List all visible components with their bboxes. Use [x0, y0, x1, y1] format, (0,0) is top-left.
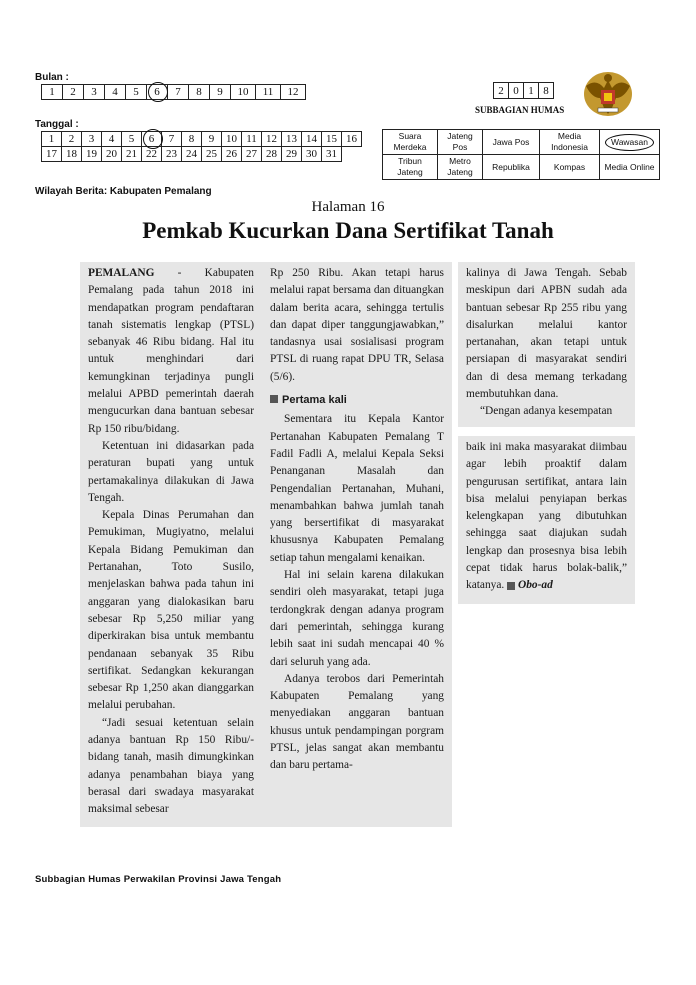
square-bullet-icon — [270, 395, 278, 403]
article-column-2 — [262, 262, 452, 827]
tanggal-cell-19: 19 — [82, 147, 102, 162]
tanggal-cell-20: 20 — [102, 147, 122, 162]
subheading: Pertama kali — [270, 392, 444, 409]
paragraph: Kepala Dinas Perumahan dan Pemukiman, Mugiyatno, melalui Kepala Bidang Pemukiman dan Pertanahan, Toto Susilo, menjelaskan bahwa pada tahun ini anggaran yang dialokasikan baru sebesar Rp 5,250 miliar yang diperkirakan bisa untuk membantu pendanaan sebanyak 35 Ribu sertifikat. Sedangkan kekurangan sebesar Rp 1,250 akan dianggarkan melalui perubahan. — [88, 509, 254, 712]
bulan-cell-8: 8 — [189, 85, 210, 100]
media-cell: Jateng Pos — [438, 130, 483, 155]
article-column-3b — [458, 436, 635, 604]
year-digit-1: 1 — [524, 83, 539, 99]
tanggal-cell-12: 12 — [262, 132, 282, 147]
bulan-cell-10: 10 — [231, 85, 256, 100]
bulan-cell-2: 2 — [63, 85, 84, 100]
tanggal-cell-18: 18 — [62, 147, 82, 162]
bulan-cell-1: 1 — [42, 85, 63, 100]
paragraph: - Kabupaten Pemalang pada tahun 2018 ini mendapatkan program pendaftaran tanah sistematis lengkap (PTSL) sebanyak 46 Ribu bidang. Hal itu untuk menghindari dari kemungkinan terjadinya pungli melalui APBD pemerintah daerah mengucurkan dana bantuan sebesar Rp 150 ribu/bidang. — [88, 267, 254, 435]
tanggal-cell-25: 25 — [202, 147, 222, 162]
year-digit-0: 0 — [509, 83, 524, 99]
paragraph: Rp 250 Ribu. Akan tetapi harus melalui rapat bersama dan dituangkan dalam berita acara, sehingga tertulis dan dapat diper tanggungjawabkan,” tandasnya usai sosialisasi program PTSL di ruang rapat DPU TR, Selasa (5/6). — [270, 267, 444, 383]
byline: Obo-ad — [517, 579, 553, 592]
tanggal-cell-3: 3 — [82, 132, 102, 147]
year-digit-8: 8 — [539, 83, 554, 99]
tanggal-cell-4: 4 — [102, 132, 122, 147]
bulan-cell-9: 9 — [210, 85, 231, 100]
tanggal-cell-21: 21 — [122, 147, 142, 162]
tanggal-cell-23: 23 — [162, 147, 182, 162]
media-cell: Jawa Pos — [483, 130, 540, 155]
tanggal-cell-16: 16 — [342, 132, 362, 147]
paragraph: “Jadi sesuai ketentuan selain adanya bantuan Rp 150 Ribu/-bidang tanah, masih dimungkinkan adanya penambahan biaya yang berasal dari swadaya masyarakat maksimal sebesar — [88, 716, 254, 816]
tanggal-cell-2: 2 — [62, 132, 82, 147]
bulan-cell-3: 3 — [84, 85, 105, 100]
media-cell: Media Online — [600, 155, 660, 180]
dateline: PEMALANG — [88, 267, 155, 279]
paragraph: Sementara itu Kepala Kantor Pertanahan Kabupaten Pemalang T Fadil Fadli A, melalui Kepala Seksi Penanganan Masalah dan Pengendalian Pertanahan, Muhani, menambahkan bahwa jumlah tanah yang bersertifikat di masyarakat khususnya Kabupaten Pemalang setiap tahun mengalami kenaikan. — [270, 413, 444, 564]
tanggal-cell-22: 22 — [142, 147, 162, 162]
paragraph: baik ini maka masyarakat diimbau agar lebih proaktif dalam pengurusan sertifikat, antara lain bisa melalui penyiapan berkas kelengkapan yang dibutuhkan sehingga saat diajukan sudah lengkap dan prosesnya bisa lebih cepat tidak harus bolak-balik,” katanya. — [466, 441, 627, 592]
tanggal-cell-5: 5 — [122, 132, 142, 147]
bulan-cell-5: 5 — [126, 85, 147, 100]
bulan-cell-11: 11 — [256, 85, 281, 100]
wilayah-berita: Wilayah Berita: Kabupaten Pemalang — [35, 186, 212, 197]
media-cell: Metro Jateng — [438, 155, 483, 180]
tanggal-cell-30: 30 — [302, 147, 322, 162]
tanggal-cell-24: 24 — [182, 147, 202, 162]
article-column-1 — [80, 262, 262, 827]
footer: Subbagian Humas Perwakilan Provinsi Jawa Tengah — [35, 874, 282, 885]
paragraph: Adanya terobos dari Pemerintah Kabupaten Pemalang yang menyediakan anggaran bantuan khusus untuk pendampingan porgram PTSL, jelas sangat akan membantu dan baru pertama- — [270, 672, 444, 772]
bulan-cell-12: 12 — [281, 85, 306, 100]
tanggal-label: Tanggal : — [35, 119, 79, 130]
page-number: Halaman 16 — [311, 199, 385, 215]
garuda-emblem-icon — [582, 68, 634, 118]
headline: Pemkab Kucurkan Dana Sertifikat Tanah — [142, 218, 554, 243]
tanggal-cell-1: 1 — [42, 132, 62, 147]
media-cell — [600, 130, 660, 155]
tanggal-cell-6: 6 — [142, 132, 162, 147]
tanggal-cell-15: 15 — [322, 132, 342, 147]
year-digit-2: 2 — [494, 83, 509, 99]
tanggal-cell-13: 13 — [282, 132, 302, 147]
bulan-cell-7: 7 — [168, 85, 189, 100]
bulan-cell-4: 4 — [105, 85, 126, 100]
paragraph: Hal ini selain karena dilakukan sendiri oleh masyarakat, tetapi juga terdongkrak dengan adanya program dari pemerintah, sehingga kurang lebih saat ini sudah mencapai 40 % dari seluruh yang ada. — [270, 569, 444, 668]
tanggal-cell-10: 10 — [222, 132, 242, 147]
tanggal-cell-27: 27 — [242, 147, 262, 162]
paragraph: “Dengan adanya kesempatan — [480, 405, 613, 418]
tanggal-cell-7: 7 — [162, 132, 182, 147]
tanggal-cell-14: 14 — [302, 132, 322, 147]
tanggal-table — [41, 131, 362, 162]
tanggal-cell-11: 11 — [242, 132, 262, 147]
year-table — [493, 82, 554, 99]
bulan-label: Bulan : — [35, 72, 69, 83]
tanggal-cell-8: 8 — [182, 132, 202, 147]
bulan-table — [41, 84, 306, 100]
media-selected: Wawasan — [605, 134, 654, 151]
tanggal-cell-26: 26 — [222, 147, 242, 162]
paragraph: kalinya di Jawa Tengah. Sebab meskipun dari APBN sudah ada bantuan sebesar Rp 255 ribu yang disalurkan melalui kantor pertanahan, akan tetapi untuk persiapan di masyarakat sendiri dan di desa memang terkadang membutuhkan dana. — [466, 267, 627, 401]
media-cell: Tribun Jateng — [383, 155, 438, 180]
media-cell: Suara Merdeka — [383, 130, 438, 155]
paragraph: Ketentuan ini didasarkan pada peraturan bupati yang untuk pertamakalinya dilakukan di Jawa Tengah. — [88, 439, 254, 504]
media-cell: Republika — [483, 155, 540, 180]
tanggal-cell-9: 9 — [202, 132, 222, 147]
tanggal-cell-28: 28 — [262, 147, 282, 162]
tanggal-cell-17: 17 — [42, 147, 62, 162]
org-name: SUBBAGIAN HUMAS — [475, 105, 565, 115]
tanggal-cell-29: 29 — [282, 147, 302, 162]
media-cell: Kompas — [540, 155, 600, 180]
tanggal-cell-31: 31 — [322, 147, 342, 162]
media-table — [382, 129, 660, 180]
bulan-cell-6: 6 — [147, 85, 168, 100]
square-bullet-icon — [507, 582, 515, 590]
media-cell: Media Indonesia — [540, 130, 600, 155]
article-column-3a — [458, 262, 635, 427]
